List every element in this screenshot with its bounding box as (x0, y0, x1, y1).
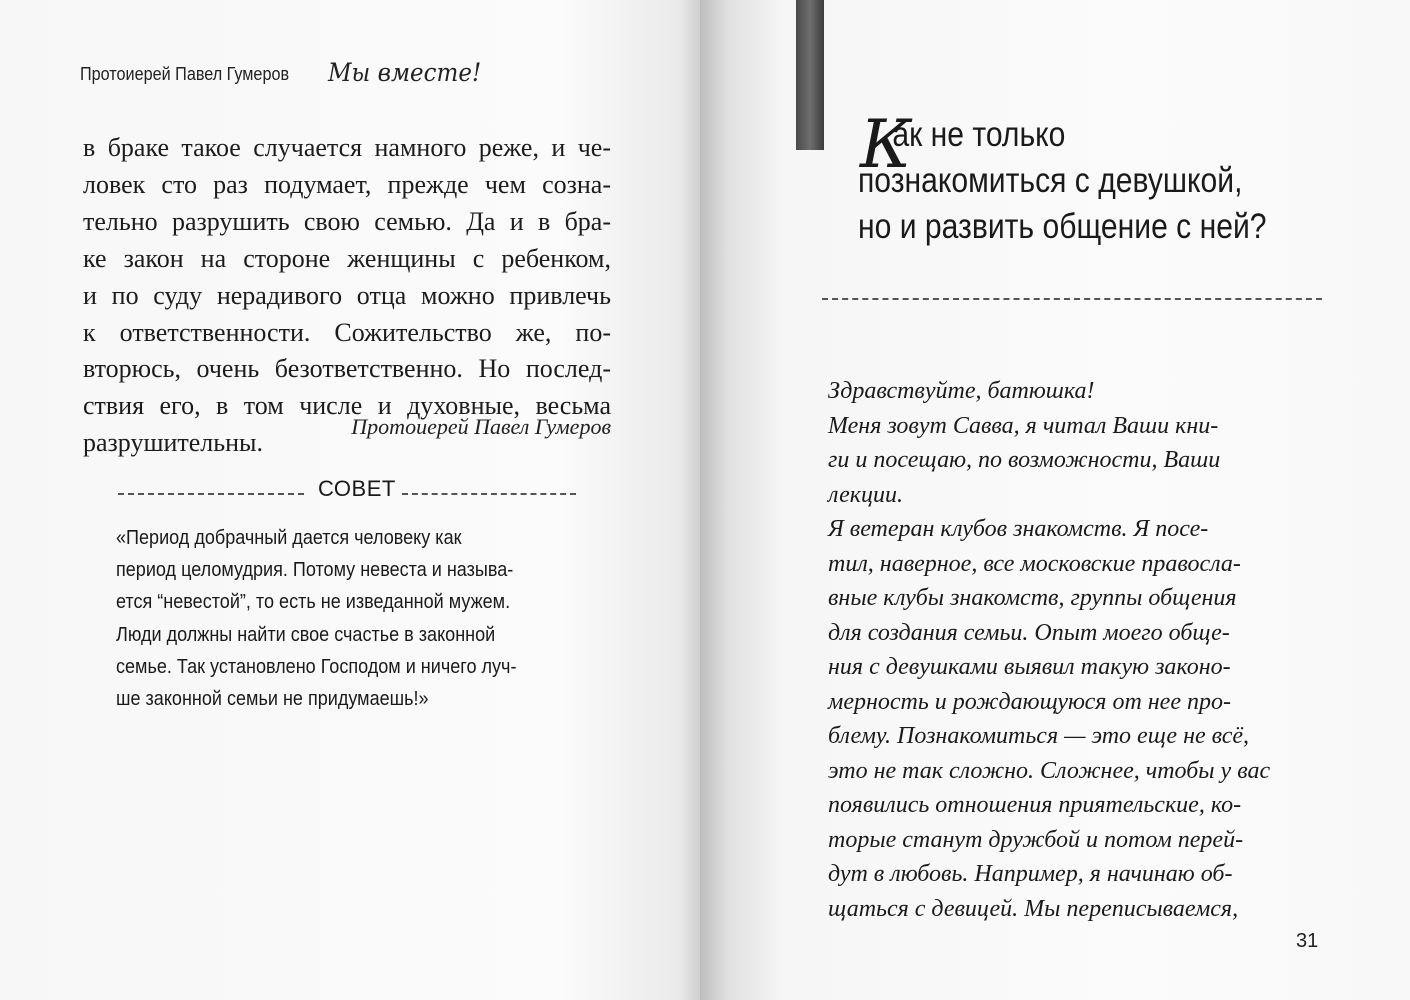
letter-line: появились отношения приятельские, ко- (828, 792, 1242, 818)
body-line: вторюсь, очень безответственно. Но послед- (83, 354, 611, 384)
body-line: в браке такое случается намного реже, и че- (83, 133, 611, 162)
chapter-title-line: познакомиться с девушкой, (858, 161, 1243, 200)
left-page (0, 0, 700, 1000)
letter-line: ги и посещаю, по возможности, Ваши (828, 447, 1221, 473)
letter-line: это не так сложно. Сложнее, чтобы у вас (828, 757, 1271, 784)
letter-line: Я ветеран клубов знакомств. Я посе- (828, 516, 1209, 542)
letter-line: Здравствуйте, батюшка! (828, 378, 1095, 404)
letter-line: лекции. (828, 481, 903, 508)
letter-line: тил, наверное, все московские правосла- (828, 550, 1241, 577)
body-line: ловек сто раз подумает, прежде чем созна- (83, 169, 611, 199)
title-divider (822, 298, 1322, 300)
advice-label: СОВЕТ (318, 476, 396, 501)
body-line: ствия его, в том числе и духовные, весьма (83, 391, 611, 421)
advice-rule-right (402, 493, 576, 495)
letter-line: мерность и рождающуюся от нее про- (828, 688, 1231, 715)
body-line: ке закон на стороне женщины с ребенком, (83, 243, 611, 273)
chapter-title-line: но и развить общение с ней? (858, 207, 1267, 246)
running-head (80, 58, 600, 100)
letter-line: ния с девушками выявил такую законо- (828, 654, 1231, 680)
ribbon-bookmark (796, 0, 824, 150)
advice-header (118, 478, 576, 502)
body-line: разрушительны. (83, 428, 264, 458)
advice-line: семье. Так установлено Господом и ничего луч- (116, 654, 517, 678)
letter-line: щаться с девицей. Мы переписываемся, (828, 895, 1239, 922)
body-line: к ответственности. Сожительство же, по- (83, 317, 611, 347)
advice-rule-left (118, 493, 304, 495)
body-line: и по суду нерадивого отца можно привлечь (83, 280, 611, 310)
body-text (83, 130, 611, 462)
letter-line: Меня зовут Савва, я читал Ваши кни- (828, 412, 1219, 439)
page-number: 31 (1296, 930, 1319, 952)
letter-text (828, 374, 1288, 926)
chapter-drop-cap: К (860, 106, 912, 183)
advice-line: ше законной семьи не придумаешь!» (116, 687, 429, 711)
body-line: тельно разрушить свою семью. Да и в бра- (83, 206, 611, 236)
advice-line: «Период добрачный дается человеку как (116, 526, 462, 549)
running-head-author: Протоиерей Павел Гумеров (80, 64, 290, 84)
advice-line: ется “невестой”, то есть не изведанной мужем. (116, 590, 511, 614)
advice-line: период целомудрия. Потому невеста и называ- (116, 558, 514, 582)
letter-line: для создания семьи. Опыт моего обще- (828, 619, 1230, 646)
advice-line: Люди должны найти свое счастье в законной (116, 622, 496, 646)
letter-line: блему. Познакомиться — это еще не всё, (828, 723, 1250, 749)
letter-line: торые станут дружбой и потом перей- (828, 826, 1244, 853)
letter-line: вные клубы знакомств, группы общения (828, 585, 1237, 611)
advice-text (116, 522, 586, 715)
letter-line: дут в любовь. Например, я начинаю об- (828, 861, 1233, 887)
running-head-book-title: Мы вместе! (328, 58, 482, 87)
signature: Протоиерей Павел Гумеров (351, 414, 611, 439)
right-page (700, 0, 1410, 1000)
chapter-title (858, 112, 1358, 250)
chapter-title-line: ак не только (892, 115, 1066, 154)
